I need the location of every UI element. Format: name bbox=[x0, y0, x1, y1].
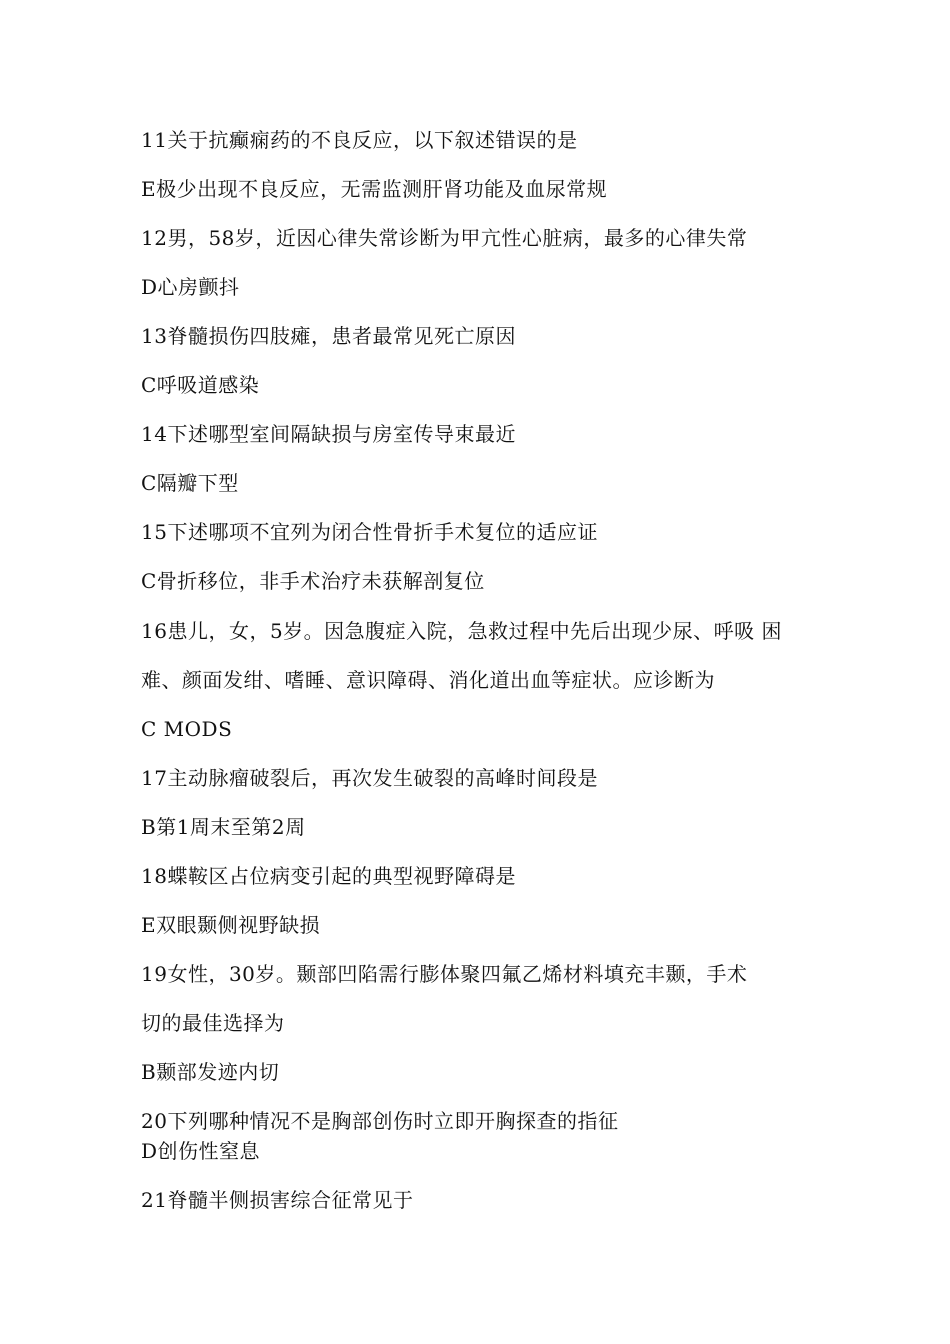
answer-16: C MODS bbox=[141, 717, 233, 741]
question-16-line-1: 16患儿，女，5岁。因急腹症入院，急救过程中先后出现少尿、呼吸 困 bbox=[141, 619, 783, 643]
question-19-line-1: 19女性，30岁。颞部凹陷需行膨体聚四氟乙烯材料填充丰颞，手术 bbox=[141, 962, 748, 986]
question-17: 17主动脉瘤破裂后，再次发生破裂的高峰时间段是 bbox=[141, 766, 598, 790]
question-19-line-2: 切的最佳选择为 bbox=[141, 1011, 285, 1035]
question-20: 20下列哪种情况不是胸部创伤时立即开胸探查的指征 bbox=[141, 1109, 619, 1133]
answer-11: E极少出现不良反应，无需监测肝肾功能及血尿常规 bbox=[141, 177, 608, 201]
answer-17: B第1周末至第2周 bbox=[141, 815, 306, 839]
answer-20: D创伤性窒息 bbox=[141, 1139, 261, 1163]
answer-15: C骨折移位，非手术治疗未获解剖复位 bbox=[141, 569, 485, 593]
answer-18: E双眼颞侧视野缺损 bbox=[141, 913, 321, 937]
question-14: 14下述哪型室间隔缺损与房室传导束最近 bbox=[141, 422, 516, 446]
question-18: 18蝶鞍区占位病变引起的典型视野障碍是 bbox=[141, 864, 516, 888]
question-16-line-2: 难、颜面发绀、嗜睡、意识障碍、消化道出血等症状。应诊断为 bbox=[141, 668, 715, 692]
question-21: 21脊髓半侧损害综合征常见于 bbox=[141, 1188, 414, 1212]
question-13: 13脊髓损伤四肢瘫，患者最常见死亡原因 bbox=[141, 324, 516, 348]
question-12: 12男，58岁，近因心律失常诊断为甲亢性心脏病，最多的心律失常 bbox=[141, 226, 748, 250]
question-11: 11关于抗癫痫药的不良反应，以下叙述错误的是 bbox=[141, 128, 578, 152]
answer-13: C呼吸道感染 bbox=[141, 373, 260, 397]
answer-12: D心房颤抖 bbox=[141, 275, 240, 299]
answer-14: C隔瓣下型 bbox=[141, 471, 239, 495]
question-15: 15下述哪项不宜列为闭合性骨折手术复位的适应证 bbox=[141, 520, 598, 544]
answer-19: B颞部发迹内切 bbox=[141, 1060, 280, 1084]
